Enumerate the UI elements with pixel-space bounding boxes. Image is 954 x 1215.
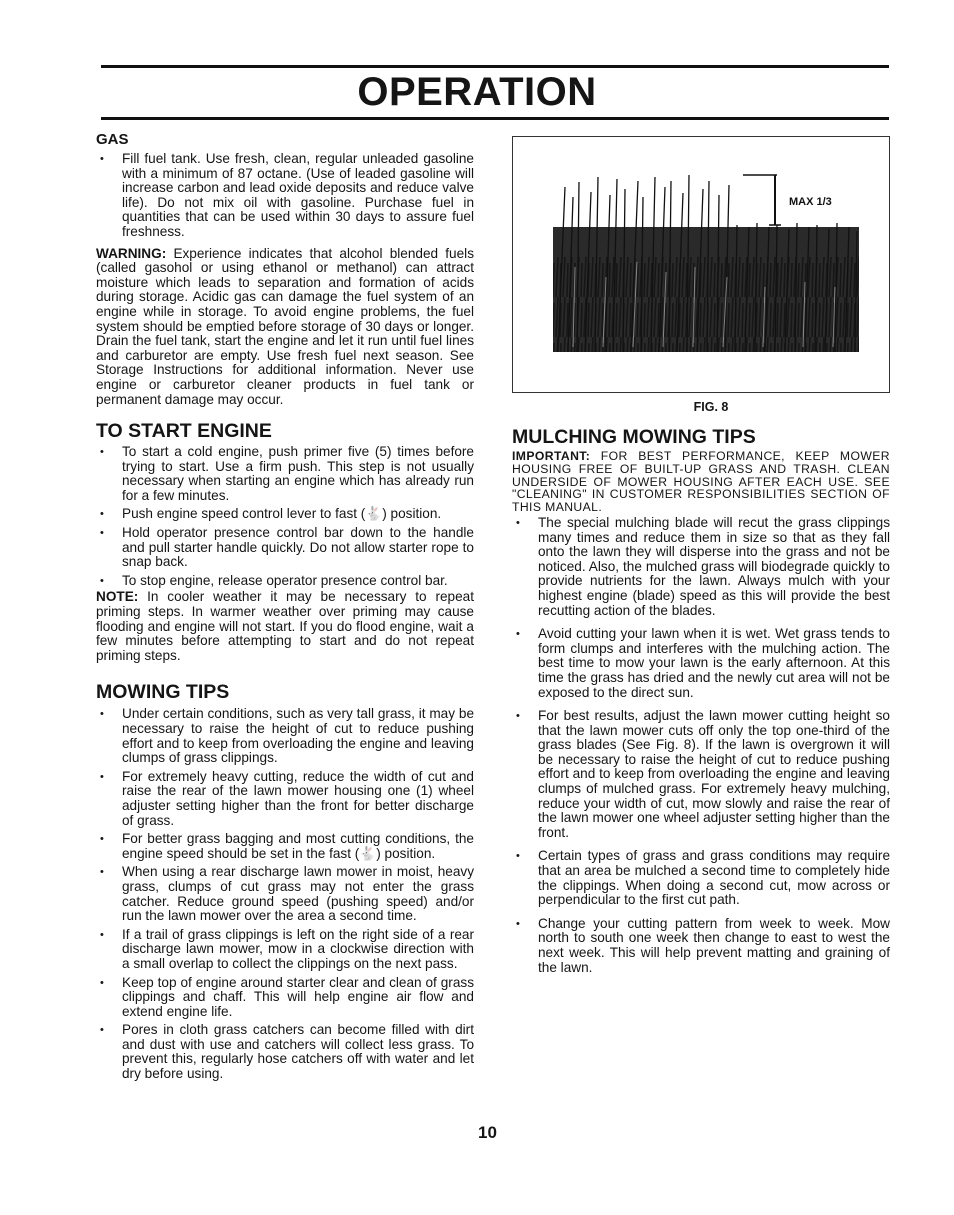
mulching-list (512, 516, 890, 975)
list-item: • Change your cutting pattern from week to week. Mow north to south one week then change to east to west the next week. This will help prevent matting and graining of the lawn. (512, 917, 890, 975)
list-item: • For best results, adjust the lawn mower cutting height so that the lawn mower cuts off only the top one-third of the grass blades (See Fig. 8). If the lawn is overgrown it will be necessary to raise the height of cut to reduce pushing effort and to keep from overloading the engine and leaving clumps of mulched grass. For extremely heavy mulching, reduce your width of cut, mow slowly and raise the rear of the lawn mower one wheel adjuster setting higher than the front. (512, 709, 890, 840)
list-item: • Certain types of grass and grass conditions may require that an area be mulched a second time to completely hide the clippings. When doing a second cut, mow across or perpendicular to the first cut path. (512, 849, 890, 907)
important-text: FOR BEST PERFORMANCE, KEEP MOWER HOUSING FREE OF BUILT-UP GRASS AND TRASH. CLEAN UNDERSIDE OF MOWER HOUSING AFTER EACH USE. SEE "CLEANING" IN CUSTOMER RESPONSIBILITIES SECTION OF THIS MANUAL. (512, 449, 890, 515)
mulching-important (512, 450, 890, 514)
list-item: • Fill fuel tank. Use fresh, clean, regular unleaded gasoline with a minimum of 87 octane. (Use of leaded gasoline will increase carbon and lead oxide deposits and reduce valve life). Do not mix oil with gasoline. Purchase fuel in quantities that can be used within 30 days to assure fuel freshness. (96, 152, 474, 240)
mowing-tips-heading: MOWING TIPS (96, 681, 230, 704)
mowing-tips-list (96, 707, 474, 1081)
list-item: • To stop engine, release operator presence control bar. (96, 574, 474, 589)
list-item: • If a trail of grass clippings is left on the right side of a rear discharge lawn mower, mow in a clockwise direction with a small overlap to collect the clippings on the next pass. (96, 928, 474, 972)
grass-figure (512, 136, 890, 393)
list-item: • Hold operator presence control bar down to the handle and pull starter handle quickly. Do not allow starter rope to snap back. (96, 526, 474, 570)
important-label: IMPORTANT: (512, 449, 591, 463)
figure-caption: FIG. 8 (693, 400, 729, 414)
list-item: • Under certain conditions, such as very tall grass, it may be necessary to raise the height of cut to reduce pushing effort and to keep from overloading the engine and leaving clumps of grass clippings. (96, 707, 474, 765)
note-text: In cooler weather it may be necessary to repeat priming steps. In warmer weather over priming may cause flooding and engine will not start. If you do flood engine, wait a few minutes before attempting to start and do not repeat priming steps. (96, 589, 474, 663)
left-column (96, 128, 474, 1086)
right-column (512, 128, 890, 979)
start-engine-heading: TO START ENGINE (96, 420, 272, 443)
gas-heading: GAS (96, 131, 129, 148)
mulching-heading: MULCHING MOWING TIPS (512, 426, 756, 448)
list-item: • Push engine speed control lever to fast (🐇) position. (96, 507, 474, 522)
note-label: NOTE: (96, 589, 139, 605)
list-item: • To start a cold engine, push primer five (5) times before trying to start. Use a firm push. This step is not usually necessary when starting an engine which has already run for a few minutes. (96, 445, 474, 503)
start-engine-note (96, 590, 474, 663)
list-item: • The special mulching blade will recut the grass clippings many times and reduce them in size so that as they fall onto the lawn they will disperse into the grass and not be noticed. Also, the mulched grass will biodegrade quickly to provide nutrients for the lawn. Always mulch with your highest engine (blade) speed as this will provide the best recutting action of the blades. (512, 516, 890, 618)
header-rule-bottom (101, 117, 889, 120)
grass-illustration (513, 137, 889, 392)
start-engine-list (96, 445, 474, 588)
warning-label: WARNING: (96, 245, 167, 261)
list-item: • Pores in cloth grass catchers can become filled with dirt and dust with use and catchers will collect less grass. To prevent this, regularly hose catchers off with water and let dry before using. (96, 1023, 474, 1081)
list-item: • For extremely heavy cutting, reduce the width of cut and raise the rear of the lawn mower housing one (1) wheel adjuster setting higher than the front for better discharge of grass. (96, 770, 474, 828)
header-rule-top (101, 65, 889, 68)
page-number: 10 (478, 1123, 497, 1142)
max-label: MAX 1/3 (789, 196, 832, 208)
list-item: • When using a rear discharge lawn mower in moist, heavy grass, clumps of cut grass may not enter the grass catcher. Reduce ground speed (pushing speed) and/or run the lawn mower over the area a second time. (96, 865, 474, 923)
gas-list (96, 152, 474, 240)
list-item: • Keep top of engine around starter clear and clean of grass clippings and chaff. This will help engine air flow and extend engine life. (96, 976, 474, 1020)
list-item: • Avoid cutting your lawn when it is wet. Wet grass tends to form clumps and interferes with the mulching action. The best time to mow your lawn is the early afternoon. At this time the grass has dried and the newly cut area will not be exposed to the direct sun. (512, 627, 890, 700)
warning-text: Experience indicates that alcohol blended fuels (called gasohol or using ethanol or methanol) can attract moisture which leads to separation and formation of acids during storage. Acidic gas can damage the fuel system of an engine while in storage. To avoid engine problems, the fuel system should be emptied before storage of 30 days or longer. Drain the fuel tank, start the engine and let it run until fuel lines and carburetor are empty. Use fresh fuel next season. See Storage Instructions for additional information. Never use engine or carburetor cleaner products in fuel tank or permanent damage may occur. (96, 245, 474, 407)
list-item: • For better grass bagging and most cutting conditions, the engine speed should be set in the fast (🐇) position. (96, 832, 474, 861)
gas-warning (96, 247, 474, 408)
page-title: OPERATION (357, 70, 597, 114)
